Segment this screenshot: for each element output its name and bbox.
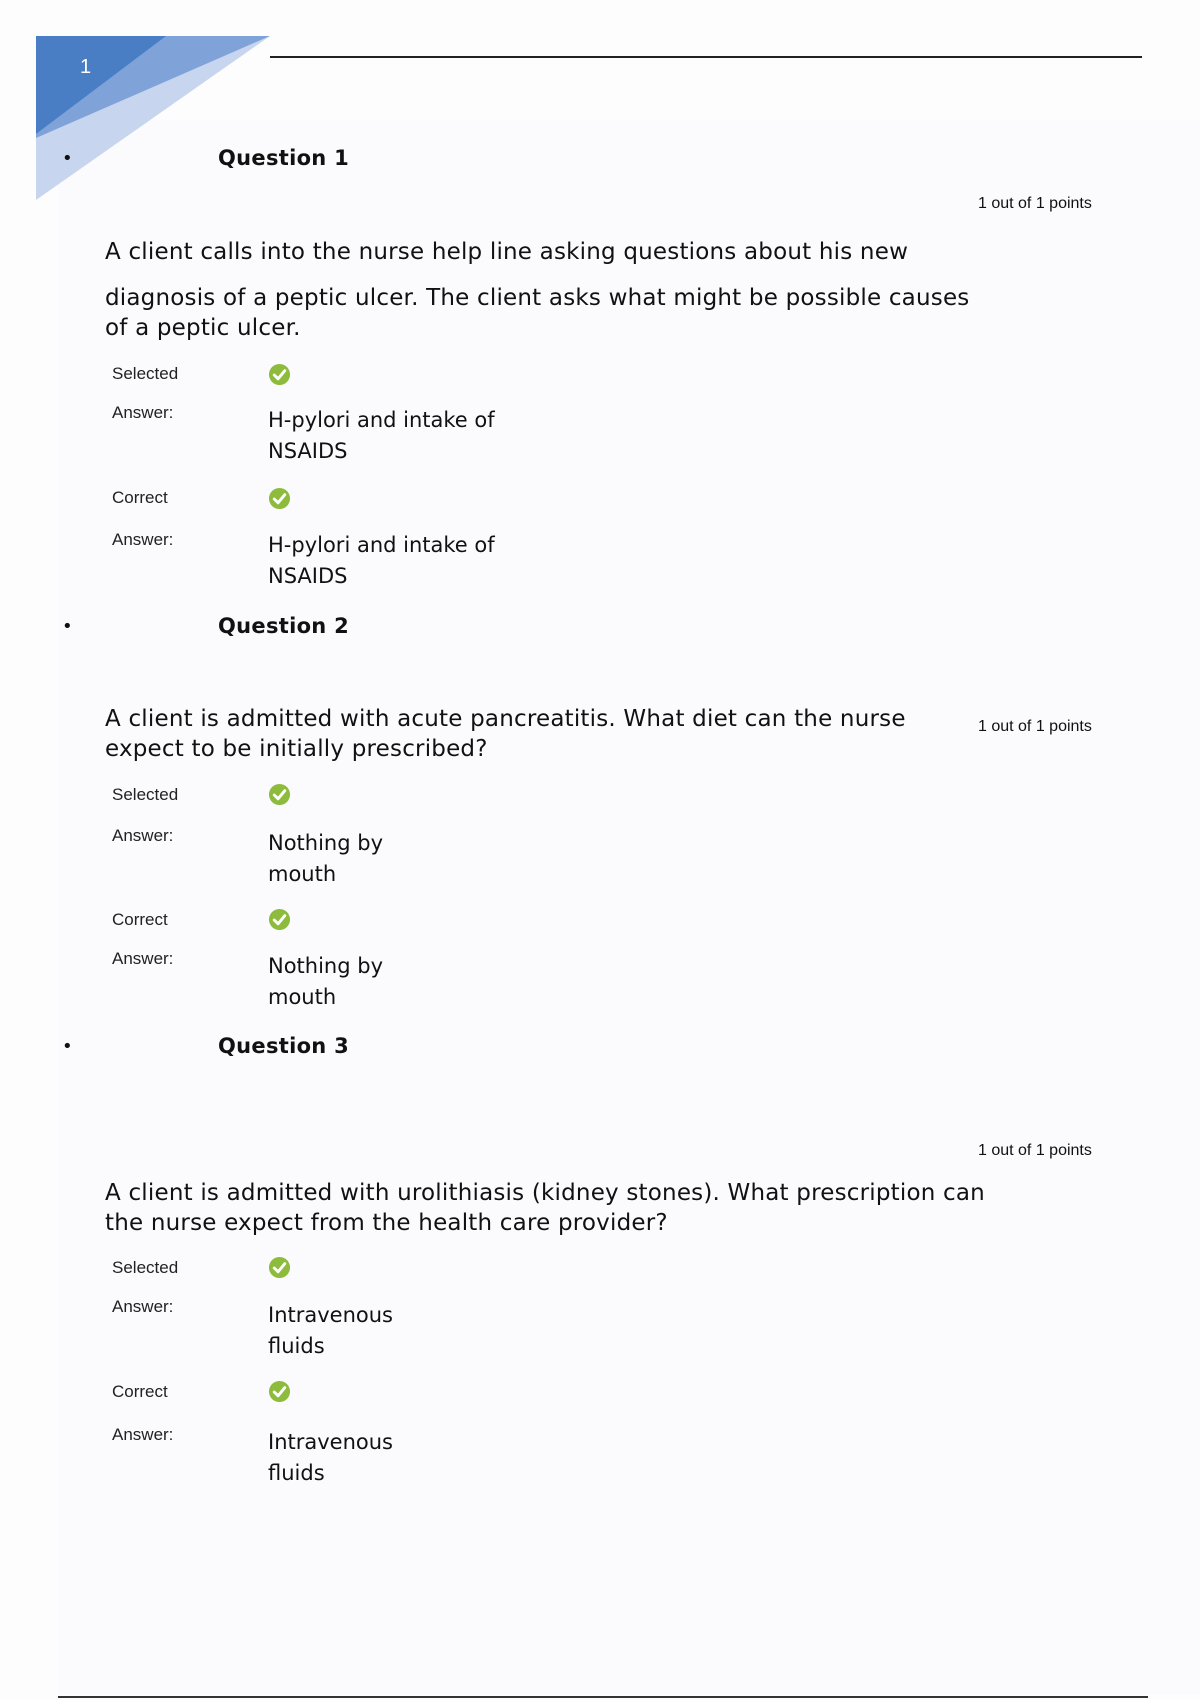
check-circle-icon bbox=[268, 487, 291, 510]
selected-label: Selected bbox=[112, 1258, 179, 1277]
check-circle-icon bbox=[268, 1380, 291, 1403]
question-text-line: the nurse expect from the health care provider? bbox=[105, 1210, 668, 1236]
answer-line: fluids bbox=[268, 1461, 325, 1485]
answer-line: Intravenous bbox=[268, 1430, 393, 1454]
answer-line: Nothing by bbox=[268, 831, 384, 855]
question-text-line: A client calls into the nurse help line asking questions about his new bbox=[105, 239, 909, 265]
correct-answer bbox=[268, 1427, 393, 1489]
correct-answer bbox=[268, 530, 495, 592]
question-text bbox=[105, 237, 1025, 343]
check-circle-icon bbox=[268, 908, 291, 931]
page-number: 1 bbox=[80, 56, 92, 78]
points-label: 1 out of 1 points bbox=[978, 1142, 1092, 1159]
answer-line: NSAIDS bbox=[268, 439, 348, 463]
correct-label: Correct bbox=[112, 488, 168, 507]
question-text-line: A client is admitted with urolithiasis (kidney stones). What prescription can bbox=[105, 1180, 985, 1206]
answer-line: H-pylori and intake of bbox=[268, 408, 495, 432]
bullet-icon: • bbox=[62, 1036, 73, 1057]
answer-line: NSAIDS bbox=[268, 564, 348, 588]
answer-line: Nothing by bbox=[268, 954, 384, 978]
question-text-line: A client is admitted with acute pancreatitis. What diet can the nurse bbox=[105, 706, 906, 732]
points-label: 1 out of 1 points bbox=[978, 718, 1092, 735]
question-text-line: expect to be initially prescribed? bbox=[105, 736, 488, 762]
answer-label: Answer: bbox=[112, 530, 174, 549]
correct-label: Correct bbox=[112, 910, 168, 929]
question-text-line: of a peptic ulcer. bbox=[105, 315, 301, 341]
check-circle-icon bbox=[268, 783, 291, 806]
answer-label: Answer: bbox=[112, 403, 174, 422]
question-text bbox=[105, 1178, 1025, 1238]
question-text bbox=[105, 704, 925, 764]
answer-line: Intravenous bbox=[268, 1303, 393, 1327]
question-text-line: diagnosis of a peptic ulcer. The client asks what might be possible causes bbox=[105, 285, 970, 311]
footer-rule bbox=[58, 1696, 1148, 1698]
question-title: Question 3 bbox=[218, 1034, 350, 1058]
bullet-icon: • bbox=[62, 616, 73, 637]
answer-line: fluids bbox=[268, 1334, 325, 1358]
check-circle-icon bbox=[268, 1256, 291, 1279]
page-corner-decoration bbox=[36, 36, 270, 200]
answer-label: Answer: bbox=[112, 949, 174, 968]
correct-label: Correct bbox=[112, 1382, 168, 1401]
correct-answer bbox=[268, 951, 383, 1013]
page-background bbox=[58, 120, 1200, 1695]
bullet-icon: • bbox=[62, 148, 73, 169]
question-title: Question 1 bbox=[218, 146, 350, 170]
answer-line: mouth bbox=[268, 985, 337, 1009]
check-circle-icon bbox=[268, 363, 291, 386]
selected-label: Selected bbox=[112, 364, 179, 383]
selected-label: Selected bbox=[112, 785, 179, 804]
answer-line: mouth bbox=[268, 862, 337, 886]
selected-answer bbox=[268, 405, 495, 467]
answer-label: Answer: bbox=[112, 826, 174, 845]
answer-line: H-pylori and intake of bbox=[268, 533, 495, 557]
header-rule bbox=[270, 56, 1142, 58]
points-label: 1 out of 1 points bbox=[978, 195, 1092, 212]
answer-label: Answer: bbox=[112, 1425, 174, 1444]
question-title: Question 2 bbox=[218, 614, 350, 638]
selected-answer bbox=[268, 1300, 393, 1362]
selected-answer bbox=[268, 828, 383, 890]
answer-label: Answer: bbox=[112, 1297, 174, 1316]
